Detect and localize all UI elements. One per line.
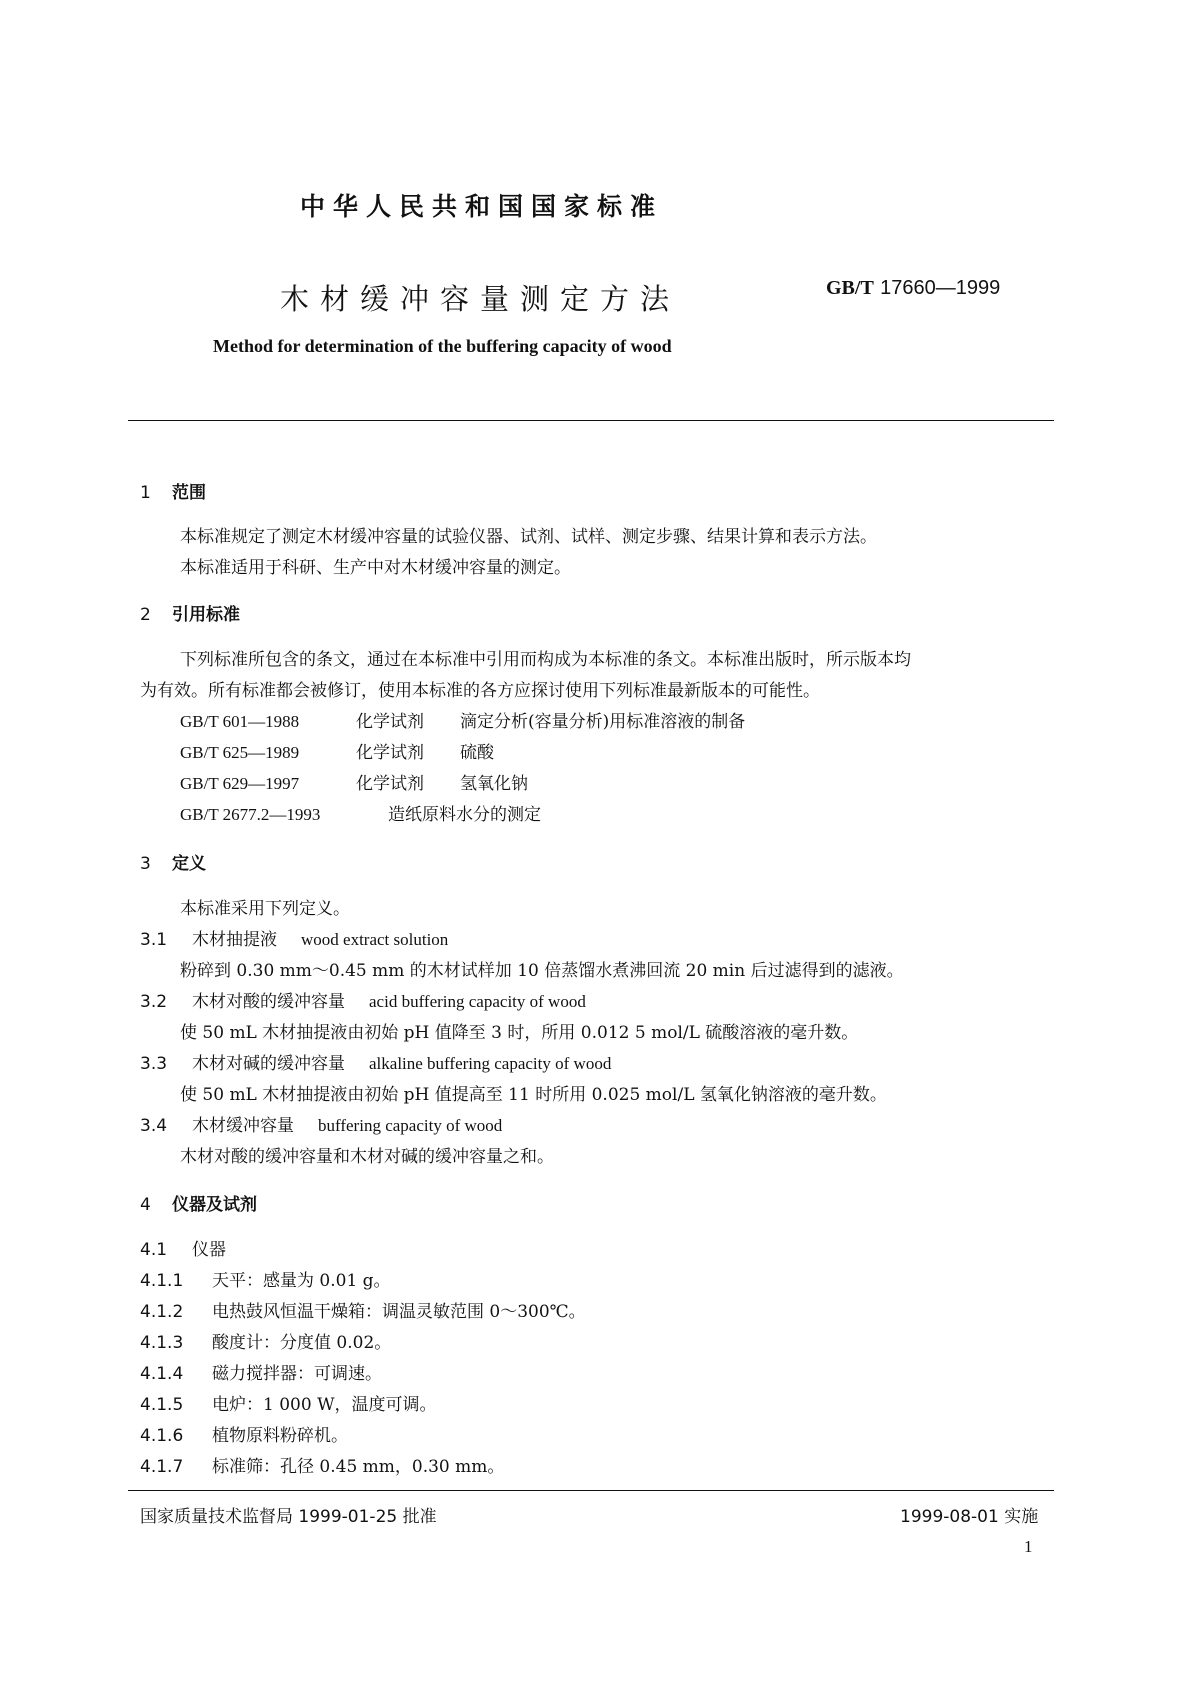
- section-1-heading: [140, 478, 206, 503]
- clause-number: 4.1.4: [140, 1364, 184, 1384]
- paragraph: 本标准采用下列定义。: [180, 899, 350, 919]
- section-3-heading: [140, 849, 206, 874]
- list-item: [140, 1297, 586, 1322]
- list-item: [140, 1452, 504, 1477]
- reference-code: GB/T 601—1988: [180, 712, 300, 731]
- clause-number: 3.1: [140, 930, 168, 950]
- reference-code: GB/T 2677.2—1993: [180, 805, 321, 824]
- item-text: 标准筛：孔径 0.45 mm，0.30 mm。: [212, 1457, 505, 1477]
- reference-item: [180, 769, 528, 794]
- reference-name: 造纸原料水分的测定: [388, 805, 541, 825]
- section-title: 引用标准: [172, 605, 240, 625]
- approval-date: 国家质量技术监督局 1999-01-25 批准: [140, 1507, 437, 1527]
- standard-prefix: GB/T: [826, 277, 874, 299]
- reference-item: [180, 707, 745, 732]
- standard-code: 17660—1999: [880, 277, 1001, 299]
- reference-name: 氢氧化钠: [460, 774, 528, 794]
- item-text: 天平：感量为 0.01 g。: [212, 1271, 391, 1291]
- document-title-en: Method for determination of the buffering capacity of wood: [213, 336, 672, 356]
- definition-term: [140, 925, 448, 950]
- reference-code: GB/T 629—1997: [180, 774, 300, 793]
- reference-category: 化学试剂: [356, 712, 424, 732]
- clause-number: 4.1.2: [140, 1302, 184, 1322]
- definition-text: 使 50 mL 木材抽提液由初始 pH 值提高至 11 时所用 0.025 mol/L 氢氧化钠溶液的毫升数。: [180, 1085, 887, 1105]
- term-en: alkaline buffering capacity of wood: [369, 1054, 612, 1073]
- section-2-heading: [140, 600, 240, 625]
- term-en: acid buffering capacity of wood: [369, 992, 586, 1011]
- paragraph: 本标准规定了测定木材缓冲容量的试验仪器、试剂、试样、测定步骤、结果计算和表示方法。: [180, 527, 877, 547]
- subsection-title: 仪器: [192, 1240, 226, 1260]
- term-en: wood extract solution: [301, 930, 449, 949]
- clause-number: 4.1.1: [140, 1271, 184, 1291]
- subsection-heading: [140, 1235, 226, 1260]
- header-divider: [128, 420, 1054, 421]
- clause-number: 4.1.5: [140, 1395, 184, 1415]
- reference-category: 化学试剂: [356, 774, 424, 794]
- item-text: 酸度计：分度值 0.02。: [212, 1333, 392, 1353]
- section-title: 定义: [172, 854, 206, 874]
- list-item: [140, 1266, 391, 1291]
- clause-number: 4.1.6: [140, 1426, 184, 1446]
- national-standard-heading: 中华人民共和国国家标准: [300, 192, 664, 221]
- section-number: 1: [140, 483, 151, 503]
- reference-item: [180, 800, 541, 825]
- clause-number: 3.4: [140, 1116, 168, 1136]
- section-number: 4: [140, 1195, 151, 1215]
- definition-text: 使 50 mL 木材抽提液由初始 pH 值降至 3 时，所用 0.012 5 mol/L 硫酸溶液的毫升数。: [180, 1023, 859, 1043]
- page-number: 1: [1024, 1537, 1033, 1556]
- term-cn: 木材对酸的缓冲容量: [192, 992, 345, 1012]
- reference-category: 化学试剂: [356, 743, 424, 763]
- clause-number: 3.2: [140, 992, 168, 1012]
- definition-text: 粉碎到 0.30 mm～0.45 mm 的木材试样加 10 倍蒸馏水煮沸回流 20 min 后过滤得到的滤液。: [180, 961, 904, 981]
- reference-item: [180, 738, 494, 763]
- section-title: 范围: [172, 483, 206, 503]
- definition-term: [140, 987, 586, 1012]
- paragraph: 本标准适用于科研、生产中对木材缓冲容量的测定。: [180, 558, 571, 578]
- reference-code: GB/T 625—1989: [180, 743, 300, 762]
- list-item: [140, 1359, 382, 1384]
- item-text: 电热鼓风恒温干燥箱：调温灵敏范围 0～300℃。: [212, 1302, 586, 1322]
- reference-name: 滴定分析(容量分析)用标准溶液的制备: [460, 712, 746, 732]
- list-item: [140, 1421, 348, 1446]
- definition-term: [140, 1111, 502, 1136]
- clause-number: 4.1.3: [140, 1333, 184, 1353]
- clause-number: 3.3: [140, 1054, 168, 1074]
- term-cn: 木材缓冲容量: [192, 1116, 294, 1136]
- reference-name: 硫酸: [460, 743, 494, 763]
- standard-number: [826, 275, 1000, 300]
- paragraph: 为有效。所有标准都会被修订，使用本标准的各方应探讨使用下列标准最新版本的可能性。: [140, 681, 820, 701]
- list-item: [140, 1390, 437, 1415]
- section-number: 3: [140, 854, 151, 874]
- term-cn: 木材对碱的缓冲容量: [192, 1054, 345, 1074]
- clause-number: 4.1: [140, 1240, 168, 1260]
- list-item: [140, 1328, 391, 1353]
- term-cn: 木材抽提液: [192, 930, 277, 950]
- footer-divider: [128, 1490, 1054, 1491]
- item-text: 磁力搅拌器：可调速。: [212, 1364, 382, 1384]
- section-title: 仪器及试剂: [172, 1195, 257, 1215]
- definition-term: [140, 1049, 611, 1074]
- item-text: 电炉：1 000 W，温度可调。: [212, 1395, 437, 1415]
- document-title-cn: 木材缓冲容量测定方法: [280, 282, 681, 316]
- term-en: buffering capacity of wood: [318, 1116, 503, 1135]
- effective-date: 1999-08-01 实施: [900, 1507, 1039, 1527]
- section-4-heading: [140, 1190, 257, 1215]
- item-text: 植物原料粉碎机。: [212, 1426, 348, 1446]
- definition-text: 木材对酸的缓冲容量和木材对碱的缓冲容量之和。: [180, 1147, 554, 1167]
- section-number: 2: [140, 605, 151, 625]
- paragraph: 下列标准所包含的条文，通过在本标准中引用而构成为本标准的条文。本标准出版时，所示版本均: [180, 650, 911, 670]
- clause-number: 4.1.7: [140, 1457, 184, 1477]
